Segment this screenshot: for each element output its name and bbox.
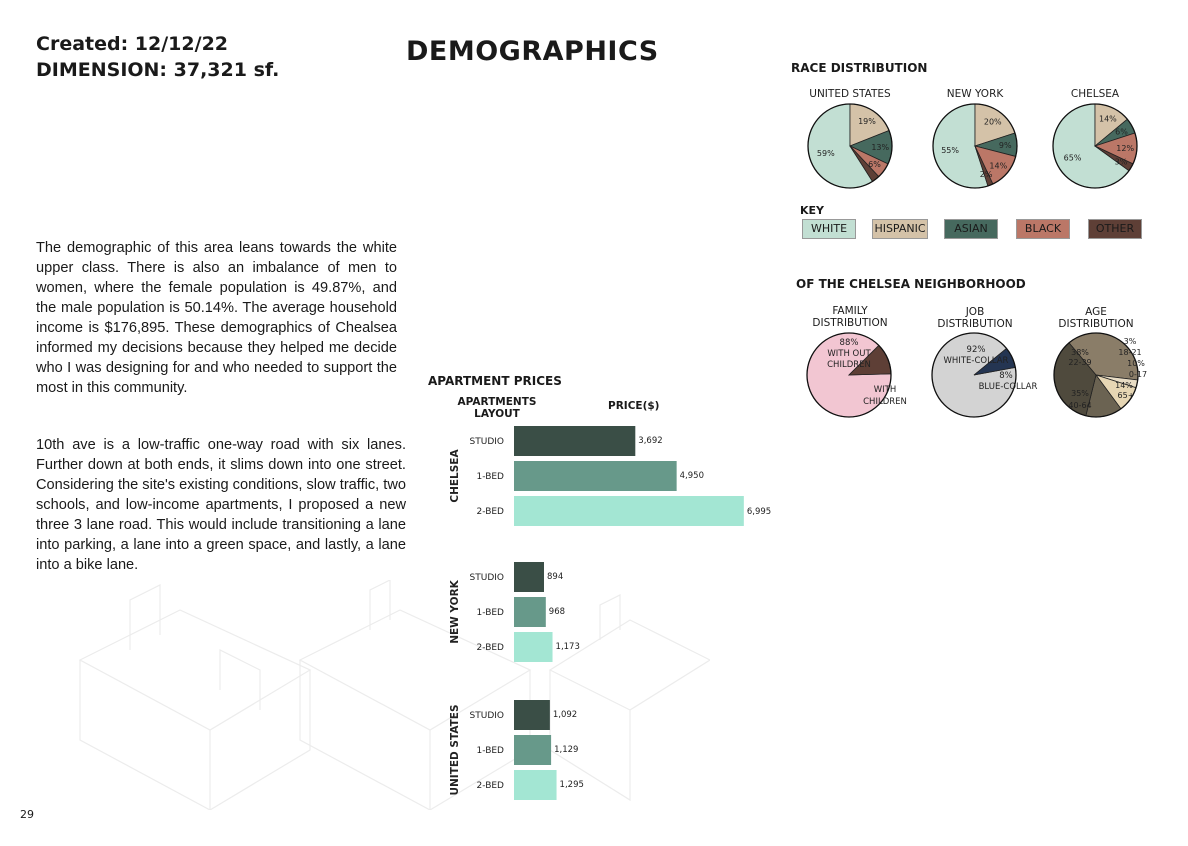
race-label-new-york-4: 2% — [979, 170, 993, 180]
race-label-new-york-2: 9% — [998, 141, 1012, 151]
demographic-paragraph: The demographic of this area leans towards the white upper class. There is also an imbalance of men to women, where the female population is 49.87%, and the male population is 50.14%. The average household income is $176,895. These demographics of Chealsea informed my decisions because they helped me decide who I was designing for and who needed to support the most in this community. — [36, 240, 397, 396]
layout-header — [452, 396, 542, 420]
page-number: 29 — [20, 808, 34, 821]
job-distribution-title — [925, 306, 1025, 330]
apartment-price-bar-chart — [440, 420, 780, 810]
road-paragraph: 10th ave is a low-traffic one-way road with six lanes. Further down at both ends, it slims down into one street. Considering the site's existing conditions, slow traffic, two schools, and low-income apartments, I proposed a new three 3 lane road. This would include transitioning a lane into parking, a lane into a green space, and lastly, a lane into a bike lane. — [36, 437, 406, 573]
age-label-40-64: 40-64 — [1068, 401, 1092, 410]
age-label-18-21: 18-21 — [1118, 348, 1142, 357]
bar-value-united-states-2-bed: 1,295 — [559, 780, 584, 790]
key-title: KEY — [800, 204, 825, 217]
age-title-line1: AGE — [1085, 306, 1107, 318]
family-title-line1: FAMILY — [832, 305, 868, 317]
job-title-line2: DISTRIBUTION — [937, 318, 1013, 330]
bar-new-york-1-bed — [514, 597, 546, 627]
bar-value-united-states-studio: 1,092 — [552, 710, 578, 720]
age-label-22-39: 22-39 — [1068, 358, 1092, 367]
race-label-united-states-3: 6% — [868, 159, 881, 169]
bar-category-new-york-studio: STUDIO — [469, 573, 504, 583]
bar-category-united-states-2-bed: 2-BED — [476, 781, 504, 791]
bar-new-york-studio — [514, 562, 544, 592]
bar-category-new-york-1-bed: 1-BED — [476, 608, 504, 618]
chelsea-section-title: OF THE CHELSEA NEIGHBORHOOD — [796, 277, 1026, 291]
race-label-chelsea-4: 3% — [1114, 157, 1128, 167]
race-pie-charts — [790, 82, 1180, 194]
bar-group-label-new-york: NEW YORK — [449, 580, 461, 644]
layout-header-line2: LAYOUT — [474, 408, 520, 420]
job-label-white-collar: WHITE-COLLAR — [943, 356, 1009, 366]
race-label-united-states-0: 59% — [816, 149, 835, 159]
apartment-prices-title: APARTMENT PRICES — [428, 374, 562, 388]
bar-group-label-united-states: UNITED STATES — [449, 704, 461, 796]
family-title-line2: DISTRIBUTION — [812, 317, 888, 329]
race-label-chelsea-3: 12% — [1116, 143, 1135, 153]
bar-category-new-york-2-bed: 2-BED — [476, 643, 504, 653]
age-label-35: 35% — [1071, 389, 1089, 398]
bar-value-chelsea-studio: 3,692 — [638, 436, 663, 446]
age-label-38: 38% — [1071, 348, 1089, 357]
race-pie-title-united-states: UNITED STATES — [809, 88, 891, 100]
key-asian: ASIAN — [944, 219, 998, 239]
family-label-without-2: CHILDREN — [827, 360, 871, 370]
bar-category-united-states-studio: STUDIO — [469, 711, 504, 721]
bar-chelsea-studio — [514, 426, 635, 456]
race-label-united-states-1: 19% — [858, 116, 876, 126]
bar-chelsea-1-bed — [514, 461, 677, 491]
chelsea-pie-charts — [800, 332, 1180, 428]
bar-value-united-states-1-bed: 1,129 — [554, 745, 579, 755]
bar-category-chelsea-studio: STUDIO — [469, 437, 504, 447]
bar-new-york-2-bed — [514, 632, 553, 662]
race-label-new-york-1: 20% — [983, 117, 1002, 127]
age-label-3: 3% — [1123, 337, 1137, 346]
race-label-chelsea-0: 65% — [1063, 153, 1082, 163]
key-white: WHITE — [802, 219, 856, 239]
page-title: DEMOGRAPHICS — [406, 36, 659, 67]
race-label-chelsea-2: 6% — [1115, 127, 1128, 137]
layout-header-line1: APARTMENTS — [457, 396, 537, 408]
job-label-8: 8% — [999, 371, 1013, 381]
race-label-chelsea-1: 14% — [1098, 114, 1117, 124]
age-distribution-title — [1046, 306, 1146, 330]
race-label-new-york-0: 55% — [941, 145, 960, 155]
bar-category-chelsea-2-bed: 2-BED — [476, 507, 504, 517]
race-label-united-states-2: 13% — [871, 142, 890, 152]
race-distribution-title: RACE DISTRIBUTION — [791, 61, 928, 75]
age-label-65: 65+ — [1117, 391, 1135, 400]
age-label-14: 14% — [1115, 381, 1133, 390]
created-date: Created: 12/12/22 — [36, 33, 229, 55]
bar-united-states-studio — [514, 700, 550, 730]
bar-value-new-york-2-bed: 1,173 — [555, 642, 580, 652]
bar-value-chelsea-2-bed: 6,995 — [746, 507, 772, 517]
bar-value-chelsea-1-bed: 4,950 — [679, 471, 704, 481]
family-label-88: 88% — [839, 338, 859, 348]
bar-united-states-2-bed — [514, 770, 557, 800]
price-header: PRICE($) — [608, 400, 660, 412]
family-distribution-title — [800, 305, 900, 329]
race-pie-title-new-york: NEW YORK — [946, 88, 1004, 100]
race-label-new-york-3: 14% — [989, 161, 1008, 171]
bar-value-new-york-studio: 894 — [547, 572, 564, 582]
key-other: OTHER — [1088, 219, 1142, 239]
job-label-92: 92% — [966, 345, 986, 355]
age-title-line2: DISTRIBUTION — [1058, 318, 1134, 330]
race-pie-title-chelsea: CHELSEA — [1070, 88, 1120, 100]
dimension-label: DIMENSION: 37,321 sf. — [36, 59, 280, 81]
key-black: BLACK — [1016, 219, 1070, 239]
bar-group-label-chelsea: CHELSEA — [449, 449, 461, 503]
age-label-0-17: 0-17 — [1128, 370, 1148, 379]
bar-chelsea-2-bed — [514, 496, 744, 526]
family-label-with-1: WITH — [873, 385, 897, 395]
key-hispanic: HISPANIC — [872, 219, 928, 239]
bar-category-chelsea-1-bed: 1-BED — [476, 472, 504, 482]
bar-united-states-1-bed — [514, 735, 551, 765]
job-title-line1: JOB — [965, 306, 985, 318]
family-label-with-2: CHILDREN — [863, 397, 907, 407]
bar-category-united-states-1-bed: 1-BED — [476, 746, 504, 756]
bar-value-new-york-1-bed: 968 — [548, 607, 566, 617]
family-label-without-1: WITH OUT — [827, 349, 871, 359]
age-label-10: 10% — [1127, 359, 1145, 368]
job-label-blue-collar: BLUE-COLLAR — [978, 382, 1038, 392]
